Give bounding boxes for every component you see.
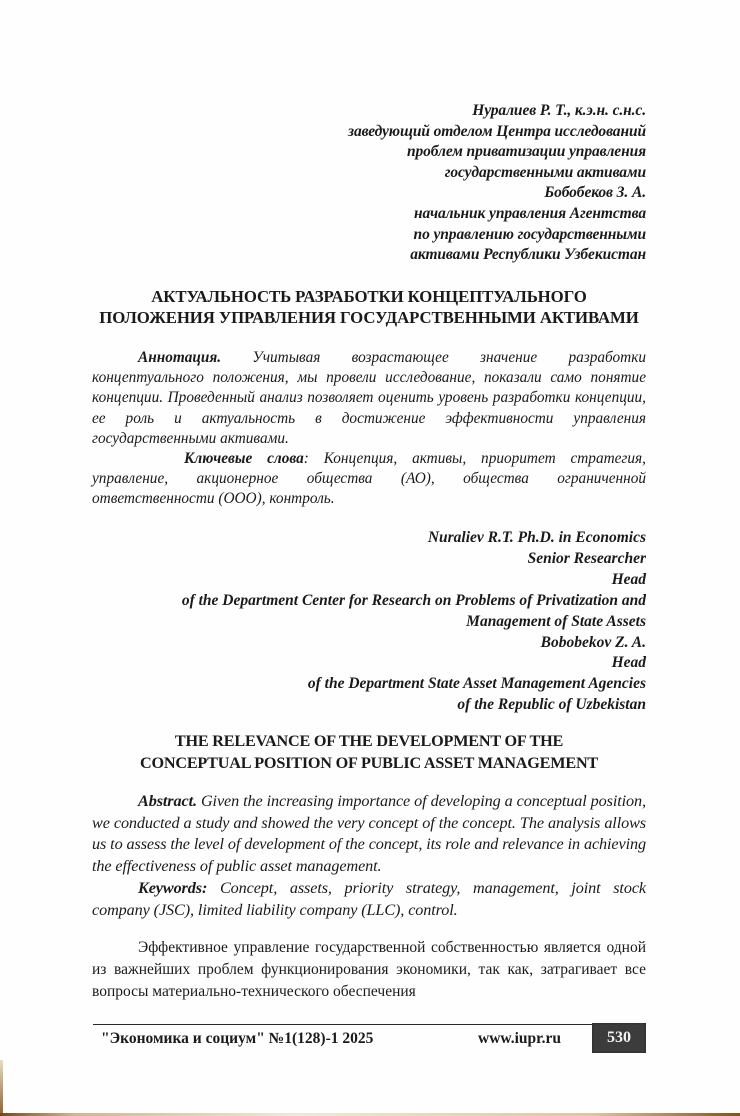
- author-line: of the Republic of Uzbekistan: [457, 696, 646, 714]
- author-line: Бобобеков З. А.: [544, 184, 646, 202]
- author-line: Нуралиев Р. Т., к.э.н. с.н.с.: [472, 102, 646, 119]
- title-line: THE RELEVANCE OF THE DEVELOPMENT OF THE: [174, 732, 564, 750]
- keywords-text: Concept, assets, priority strategy, management, joint stock company (JSC), limited liability company (LLC), control.: [92, 878, 646, 919]
- author-line: Bobobekov Z. A.: [540, 633, 646, 651]
- abstract-text: Given the increasing importance of developing a conceptual position, we conducted a study and showed the very concept of the concept. The analysis allows us to assess the level of development of the concept, its role and relevance in achieving the effectiveness of public asset management.: [92, 792, 646, 876]
- footer-website: www.iupr.ru: [478, 1030, 561, 1047]
- author-line: государственными активами: [444, 163, 646, 181]
- scan-edge: [0, 1060, 3, 1116]
- abstract-en: [92, 791, 646, 921]
- footer-journal-name: "Экономика и социум" №1(128)-1 2025: [101, 1030, 374, 1047]
- author-line: заведующий отделом Центра исследований: [348, 122, 646, 140]
- abstract-label: Аннотация.: [138, 349, 222, 366]
- title-line: CONCEPTUAL POSITION OF PUBLIC ASSET MANAGEMENT: [139, 753, 599, 772]
- author-line: Head: [611, 654, 646, 672]
- article-title-en: [92, 731, 646, 774]
- title-line: ПОЛОЖЕНИЯ УПРАВЛЕНИЯ ГОСУДАРСТВЕННЫМИ АКТИВАМИ: [99, 308, 639, 327]
- author-line: Senior Researcher: [527, 549, 646, 567]
- page-number-badge: 530: [592, 1023, 646, 1053]
- author-line: of the Department Center for Research on Problems of Privatization and: [181, 591, 646, 609]
- abstract-paragraph: [92, 791, 646, 878]
- footer-divider: [93, 1024, 599, 1025]
- keywords-label: Keywords:: [138, 878, 208, 897]
- abstract-label: Abstract.: [138, 792, 197, 810]
- keywords-label: Ключевые слова: [184, 450, 304, 468]
- abstract-text: Учитывая возрастающее значение разработки концептуального положения, мы провели исследование, показали само понятие концепции. Проведенный анализ позволяет оценить уровень разработки концепции, ее роль и актуальность в достижение эффективности управления государственными активами.: [92, 349, 646, 447]
- article-title-ru: [92, 286, 646, 328]
- author-line: по управлению государственными: [413, 225, 646, 243]
- body-paragraph: Эффективное управление государственной собственностью является одной из важнейших проблем функционирования экономики, так как, затрагивает все вопросы материально-технического обеспечения: [92, 939, 646, 1000]
- author-line: Head: [611, 570, 646, 588]
- author-line: of the Department State Asset Management Agencies: [307, 675, 646, 693]
- author-affiliation-ru: [86, 101, 646, 266]
- keywords-paragraph: [92, 878, 646, 921]
- author-line: активами Республики Узбекистан: [410, 246, 646, 264]
- keywords-text: : Концепция, активы, приоритет стратегия, управление, акционерное общества (АО), общества ограниченной ответственности (ООО), контроль.: [92, 450, 646, 508]
- author-affiliation-en: [86, 528, 646, 716]
- author-line: проблем приватизации управления: [406, 143, 646, 161]
- author-line: Nuraliev R.T. Ph.D. in Economics: [427, 529, 646, 546]
- abstract-paragraph: [92, 348, 646, 449]
- keywords-paragraph: [92, 449, 646, 510]
- author-line: Management of State Assets: [466, 612, 646, 630]
- author-line: начальник управления Агентства: [414, 204, 646, 222]
- abstract-ru: [92, 348, 646, 510]
- body-text: [92, 937, 646, 1003]
- title-line: АКТУАЛЬНОСТЬ РАЗРАБОТКИ КОНЦЕПТУАЛЬНОГО: [151, 287, 587, 306]
